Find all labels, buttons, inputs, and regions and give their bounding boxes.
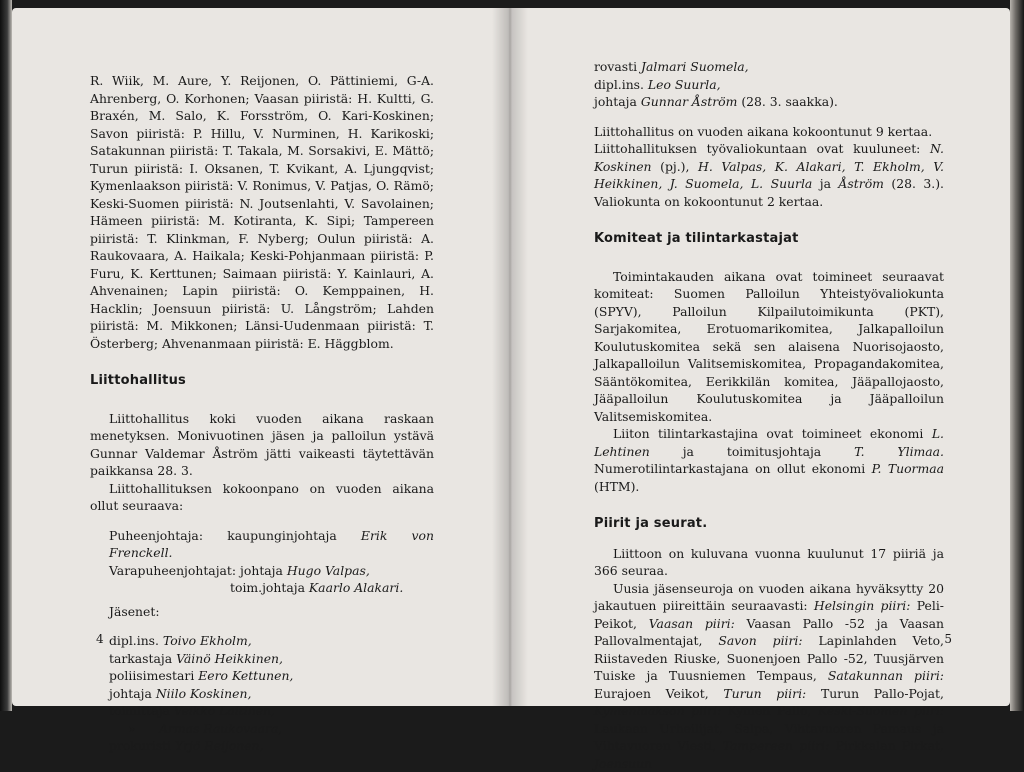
right-page-text [594,58,944,772]
book-edge-left [0,0,12,711]
list-item: dipl.ins. Leo Suurla, [594,76,944,94]
page-number-left: 4 [96,632,104,646]
left-page-text [90,72,434,755]
meetings-paragraph: Liittohallitus on vuoden aikana kokoontunut 9 kertaa. [594,123,944,141]
right-page [510,8,1010,706]
paragraph-loss: Liittohallitus koki vuoden aikana raskaan menetyksen. Monivuotinen jäsen ja palloilun ystävä Gunnar Valdemar Åström jätti vaikeasti täytettävän paikkansa 28. 3. [90,410,434,480]
section-heading-piirit: Piirit ja seurat. [594,515,944,533]
list-item: johtaja Niilo Koskinen, [109,685,434,703]
committees-paragraph: Toimintakauden aikana ovat toimineet seuraavat komiteat: Suomen Palloilun Yhteistyövaliokunta (SPYV), Palloilun Kilpailutoimikunta (PKT), Sarjakomitea, Erotuomarikomitea, Jalkapalloilun Koulutuskomitea sekä sen alaisena Nuorisojaosto, Jalkapalloilun Valitsemiskomitea, Propagandakomitea, Sääntökomitea, Eerikkilän komitea, Jääpallojaosto, Jääpalloilun Koulutuskomitea ja Jääpalloilun Valitsemiskomitea. [594,268,944,426]
book-edge-right [1010,0,1024,711]
vice-chair-line-2: toim.johtaja Kaarlo Alakari. [90,579,434,597]
members-list-continued [594,58,944,111]
list-item: johtaja Gunnar Åström (28. 3. saakka). [594,93,944,111]
list-item: toimittaja Veikko Laitinen, [109,702,434,720]
auditors-paragraph: Liiton tilintarkastajina ovat toimineet ekonomi L. Lehtinen ja toimitusjohtaja T. Ylimaa. Numerotilintarkastajana on ollut ekonomi P. Tuormaa (HTM). [594,425,944,495]
members-list [90,632,434,755]
list-item: poliisimestari Eero Kettunen, [109,667,434,685]
section-heading-komiteat: Komiteat ja tilintarkastajat [594,230,944,248]
members-label: Jäsenet: [90,603,434,621]
left-page [12,8,510,706]
list-item: tarkastaja Väinö Heikkinen, [109,650,434,668]
list-item: rovasti Jalmari Suomela, [594,58,944,76]
districts-count-paragraph: Liittoon on kuluvana vuonna kuulunut 17 piiriä ja 366 seuraa. [594,545,944,580]
chair-line: Puheenjohtaja: kaupunginjohtaja Erik von Frenckell. [90,527,434,562]
list-item: dipl.ins. Toivo Ekholm, [109,632,434,650]
paragraph-composition: Liittohallituksen kokoonpano on vuoden aikana ollut seuraava: [90,480,434,515]
executive-committee-paragraph: Liittohallituksen työvaliokuntaan ovat kuuluneet: N. Koskinen (pj.), H. Valpas, K. Alakari, T. Ekholm, V. Heikkinen, J. Suomela, L. Suurla ja Åström (28. 3.). Valiokunta on kokoontunut 2 kertaa. [594,140,944,210]
vice-chair-line: Varapuheenjohtajat: johtaja Hugo Valpas, [90,562,434,580]
page-number-right: 5 [944,632,952,646]
list-item: » Armas Raukovaara, [109,720,434,738]
district-representatives-paragraph: R. Wiik, M. Aure, Y. Reijonen, O. Pättiniemi, G-A. Ahrenberg, O. Korhonen; Vaasan piiristä: H. Kultti, G. Braxén, M. Salo, K. Forsström, O. Kari-Koskinen; Savon piiristä: P. Hillu, V. Nurminen, H. Karikoski; Satakunnan piiristä: T. Takala, M. Sorsakivi, E. Mättö; Turun piiristä: I. Oksanen, T. Kvikant, A. Ljungqvist; Kymenlaakson piiristä: V. Ronimus, V. Patjas, O. Rämö; Keski-Suomen piiristä: N. Joutsenlahti, V. Savolainen; Hämeen piiristä: M. Kotiranta, K. Sipi; Tampereen piiristä: T. Klinkman, F. Nyberg; Oulun piiristä: A. Raukovaara, A. Haikala; Keski-Pohjanmaan piiristä: P. Furu, K. Kerttunen; Saimaan piiristä: Y. Kainlauri, A. Ahvenainen; Lapin piiristä: O. Kemppainen, H. Hacklin; Joensuun piiristä: U. Långström; Lahden piiristä: M. Mikkonen; Länsi-Uudenmaan piiristä: T. Österberg; Ahvenanmaan piiristä: E. Häggblom. [90,72,434,352]
section-heading-liittohallitus: Liittohallitus [90,372,434,390]
new-clubs-paragraph: Uusia jäsenseuroja on vuoden aikana hyväksytty 20 jakautuen piireittäin seuraavasti: Helsingin piiri: Peli-Peikot, Vaasan piiri: Vaasan Pallo -52 ja Vaasan Pallovalmentajat, Savon piiri: Lapinlahden Veto, Riistaveden Riuske, Suonenjoen Pallo -52, Tuusjärven Tuiske ja Tuusniemen Tempaus, Satakunnan piiri: Eurajoen Veikot, Turun piiri: Turun Pallo-Pojat, Kymenlaakson piiri: Kymen Pallo, Keski-Suomen piiri: Laukaan Urheilijat, Salpa, Vihtavuoren Pamaus ja Vihtavuoren Viesti, Tampereen piiri: Pirkkalan Pirkat, Joensuun [594,580,944,772]
list-item: prokuristi Yrjö Reijonen, [109,737,434,755]
